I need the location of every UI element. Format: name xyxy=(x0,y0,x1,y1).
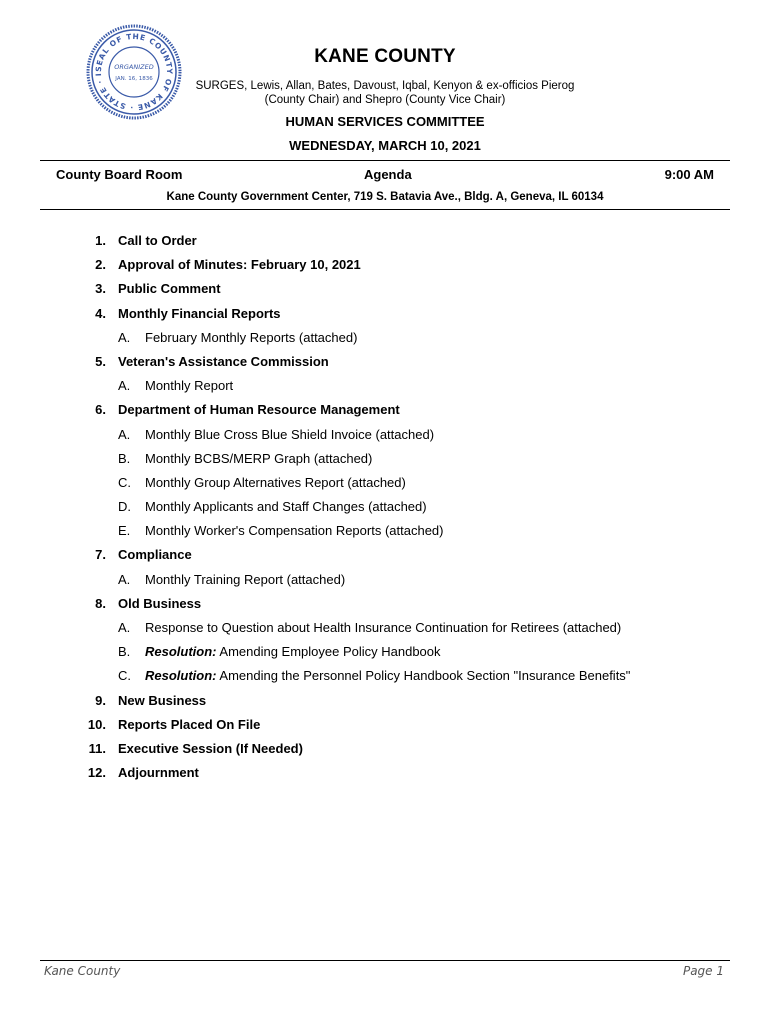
agenda-subitem xyxy=(0,521,770,545)
footer-county: Kane County xyxy=(44,964,121,978)
resolution-label: Resolution: xyxy=(145,668,217,684)
agenda-item xyxy=(0,279,770,303)
meeting-time: 9:00 AM xyxy=(664,167,714,182)
agenda-subitem-text: Response to Question about Health Insurance Continuation for Retirees (attached) xyxy=(145,620,622,635)
agenda-item-number: 5. xyxy=(95,353,106,369)
agenda-item-number: 12. xyxy=(87,765,106,781)
header-divider-top xyxy=(40,160,730,161)
agenda-label: Agenda xyxy=(364,167,412,182)
agenda-subitem xyxy=(0,473,770,497)
agenda-item-title: Adjournment xyxy=(118,765,199,781)
committee-name: HUMAN SERVICES COMMITTEE xyxy=(285,114,485,129)
footer-divider xyxy=(40,960,730,961)
agenda-item xyxy=(0,231,770,255)
meeting-address: Kane County Government Center, 719 S. Batavia Ave., Bldg. A, Geneva, IL 60134 xyxy=(166,191,604,203)
agenda-subitem xyxy=(0,570,770,594)
agenda-item-title: New Business xyxy=(118,692,207,708)
agenda-subitem-letter: B. xyxy=(118,450,131,466)
agenda-subitem xyxy=(0,328,770,352)
agenda-item xyxy=(0,545,770,569)
agenda-subitem-text: Monthly Worker's Compensation Reports (attached) xyxy=(145,523,444,539)
agenda-item xyxy=(0,352,770,376)
header-divider-bottom xyxy=(40,209,730,210)
agenda-item-number: 8. xyxy=(95,595,106,611)
agenda-subitem-text xyxy=(145,644,441,659)
agenda-item xyxy=(0,400,770,424)
agenda-subitem-letter: A. xyxy=(118,571,131,587)
agenda-subitem xyxy=(0,497,770,521)
agenda-subitem-letter: D. xyxy=(118,499,131,515)
resolution-label: Resolution: xyxy=(145,644,217,660)
agenda-subitem-letter: C. xyxy=(118,474,131,490)
agenda-subitem xyxy=(0,376,770,400)
agenda-subitem-text: Monthly Blue Cross Blue Shield Invoice (attached) xyxy=(145,426,435,442)
members-line-2: (County Chair) and Shepro (County Vice Chair) xyxy=(264,94,506,106)
agenda-item-number: 1. xyxy=(95,233,106,248)
agenda-item-number: 3. xyxy=(95,281,106,297)
agenda-item xyxy=(0,739,770,763)
agenda-subitem xyxy=(0,425,770,449)
agenda-list xyxy=(0,231,770,787)
agenda-subitem-text: Monthly Applicants and Staff Changes (attached) xyxy=(145,499,427,515)
agenda-item-number: 4. xyxy=(95,305,106,321)
agenda-subitem-letter: A. xyxy=(118,426,131,442)
agenda-item-number: 7. xyxy=(95,547,106,563)
agenda-item xyxy=(0,304,770,328)
agenda-subitem-text: Monthly BCBS/MERP Graph (attached) xyxy=(145,450,373,466)
svg-text:SEAL OF THE COUNTY OF KANE · S: SEAL OF THE COUNTY OF KANE · STATE · I xyxy=(93,31,175,113)
meeting-room: County Board Room xyxy=(56,167,183,182)
agenda-item xyxy=(0,594,770,618)
agenda-item-title: Approval of Minutes: February 10, 2021 xyxy=(118,257,361,273)
agenda-item-title: Monthly Financial Reports xyxy=(118,305,281,321)
members-line-1: SURGES, Lewis, Allan, Bates, Davoust, Iqbal, Kenyon & ex-officios Pierog xyxy=(195,80,575,92)
agenda-item-title: Call to Order xyxy=(118,233,197,248)
resolution-text: Amending the Personnel Policy Handbook Section "Insurance Benefits" xyxy=(216,668,631,684)
agenda-item-title: Executive Session (If Needed) xyxy=(118,740,303,756)
agenda-subitem-text: Monthly Report xyxy=(145,378,234,394)
agenda-item xyxy=(0,255,770,279)
footer-page-number: Page 1 xyxy=(682,964,724,978)
agenda-subitem-text: February Monthly Reports (attached) xyxy=(145,329,358,345)
agenda-item-title: Public Comment xyxy=(118,281,221,297)
agenda-item-number: 11. xyxy=(88,740,106,756)
svg-text:JAN. 16, 1836: JAN. 16, 1836 xyxy=(115,76,153,82)
agenda-subitem xyxy=(0,642,770,666)
agenda-item-number: 9. xyxy=(95,692,106,708)
agenda-item-title: Reports Placed On File xyxy=(118,716,261,732)
agenda-item-number: 2. xyxy=(95,257,106,273)
agenda-subitem xyxy=(0,666,770,690)
agenda-item-number: 10. xyxy=(87,716,106,732)
agenda-subitem-text: Monthly Training Report (attached) xyxy=(145,571,346,587)
agenda-subitem-letter: A. xyxy=(118,329,131,345)
agenda-subitem-letter: A. xyxy=(118,378,131,394)
agenda-subitem-text xyxy=(145,668,630,683)
agenda-subitem xyxy=(0,449,770,473)
committee-members xyxy=(180,79,590,107)
agenda-item-title: Compliance xyxy=(118,547,192,563)
agenda-subitem xyxy=(0,618,770,642)
agenda-subitem-letter: E. xyxy=(118,523,131,539)
agenda-item-title: Old Business xyxy=(118,595,202,611)
agenda-subitem-letter: A. xyxy=(118,620,131,635)
agenda-subitem-text: Monthly Group Alternatives Report (attached) xyxy=(145,474,406,490)
svg-text:ORGANIZED: ORGANIZED xyxy=(114,63,154,71)
agenda-item xyxy=(0,691,770,715)
resolution-text: Amending Employee Policy Handbook xyxy=(216,644,441,660)
agenda-item xyxy=(0,763,770,787)
agenda-item-title: Department of Human Resource Management xyxy=(118,402,400,418)
agenda-subitem-letter: C. xyxy=(118,668,131,684)
county-title: KANE COUNTY xyxy=(314,46,456,67)
agenda-subitem-letter: B. xyxy=(118,644,131,660)
meeting-date: WEDNESDAY, MARCH 10, 2021 xyxy=(289,138,481,153)
agenda-item-number: 6. xyxy=(95,402,106,418)
agenda-item xyxy=(0,715,770,739)
county-seal-logo xyxy=(86,24,182,120)
agenda-item-title: Veteran's Assistance Commission xyxy=(118,353,329,369)
